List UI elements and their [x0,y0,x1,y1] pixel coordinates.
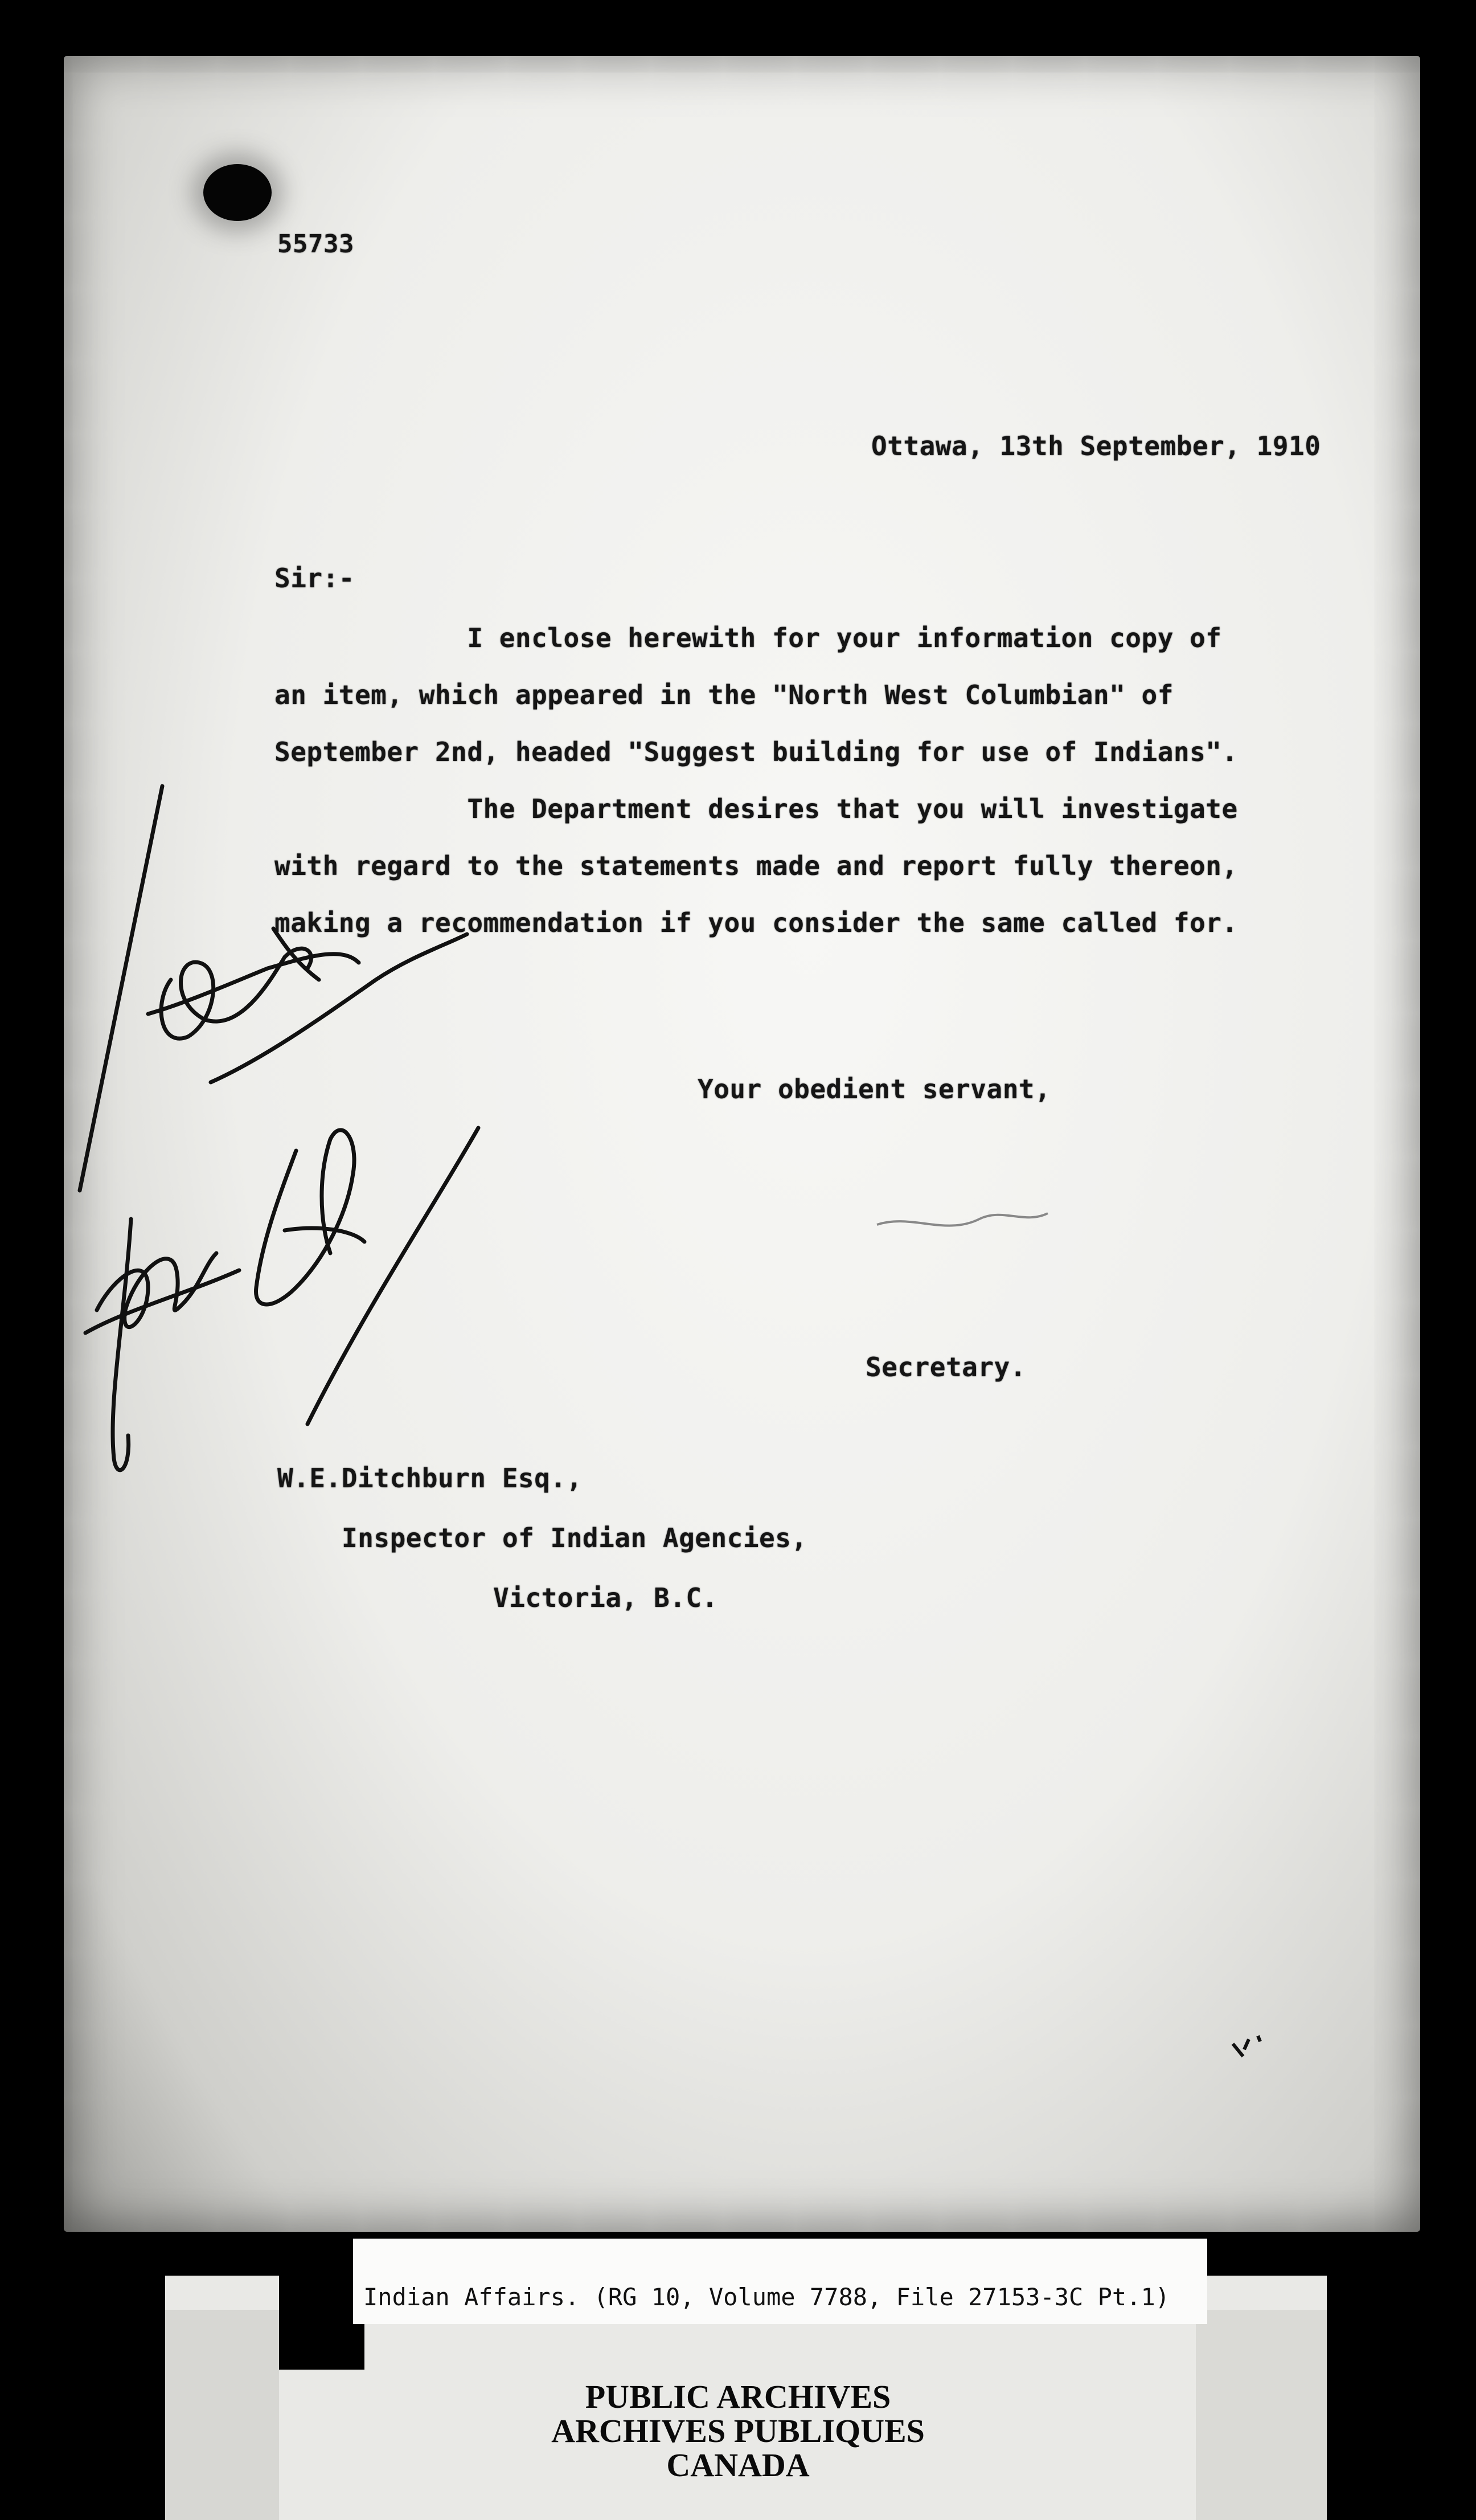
body-line: September 2nd, headed "Suggest building for use of Indians". [274,737,1238,767]
salutation: Sir:- [274,563,355,594]
date-line: Ottawa, 13th September, 1910 [871,431,1321,461]
annotation-stroke [211,934,467,1082]
body-line: I enclose herewith for your information copy of [274,623,1222,653]
addressee-name: W.E.Ditchburn Esq., [277,1463,583,1494]
annotation-stroke [256,1130,354,1304]
label-notch [279,2276,364,2370]
archive-stamp-line: PUBLIC ARCHIVES [585,2378,891,2415]
addressee-title: Inspector of Indian Agencies, [342,1523,807,1553]
signatory-title: Secretary. [866,1352,1026,1382]
closing: Your obedient servant, [698,1074,1051,1104]
body-line: The Department desires that you will investigate [274,793,1238,824]
annotation-stroke [308,1128,478,1424]
faint-signature [877,1213,1048,1226]
annotation-stroke [97,1253,216,1327]
archive-reference: Indian Affairs. (RG 10, Volume 7788, File 27153-3C Pt.1) [363,2283,1170,2311]
archive-reference-box [353,2239,1207,2324]
body-line: with regard to the statements made and report fully thereon, [274,850,1238,881]
annotation-stroke [113,1219,131,1470]
body-line: making a recommendation if you consider the same called for. [274,907,1238,938]
archive-stamp-line: ARCHIVES PUBLIQUES [551,2412,925,2449]
archive-stamp-line: CANADA [666,2447,810,2484]
file-number: 55733 [277,230,354,259]
ink-mark [1233,2036,1260,2056]
body-line: an item, which appeared in the "North West Columbian" of [274,680,1174,710]
annotation-stroke [80,786,162,1191]
addressee-place: Victoria, B.C. [493,1582,718,1613]
annotation-stroke [85,1270,239,1333]
